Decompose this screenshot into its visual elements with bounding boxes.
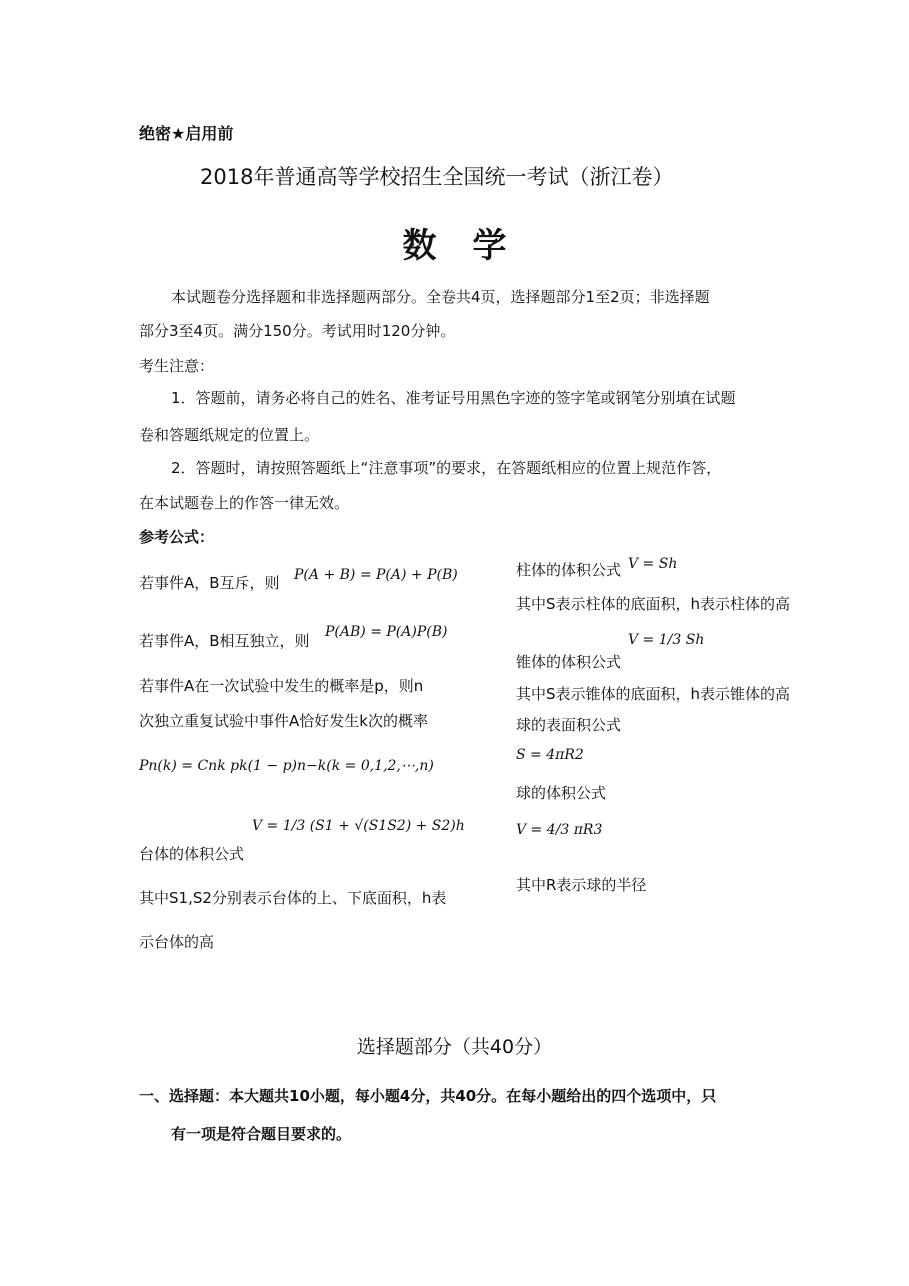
section-instructions-line-1: 一、选择题：本大题共10小题，每小题4分，共40分。在每小题给出的四个选项中，只 (139, 1087, 717, 1105)
frustum-formula: V = 1/3 (S1 + √(S1S2) + S2)h (252, 818, 465, 834)
notice-item-2-line-1: 2．答题时，请按照答题纸上“注意事项”的要求，在答题纸相应的位置上规范作答， (171, 459, 722, 477)
section-title: 选择题部分（共40分） (356, 1036, 553, 1058)
prob-line-1: 若事件A在一次试验中发生的概率是p，则n (139, 677, 424, 695)
cone-note: 其中S表示锥体的底面积，h表示锥体的高 (516, 685, 791, 703)
intro-line-1: 本试题卷分选择题和非选择题两部分。全卷共4页，选择题部分1至2页；非选择题 (171, 288, 710, 306)
binomial-formula: Pn(k) = Cnk pk(1 − p)n−k(k = 0,1,2,⋯,n) (139, 758, 434, 774)
prism-text: 柱体的体积公式 (516, 561, 622, 579)
frustum-note-2: 示台体的高 (139, 933, 215, 951)
secret-label: 绝密★启用前 (139, 124, 234, 143)
indep-text: 若事件A，B相互独立，则 (139, 632, 310, 650)
frustum-text: 台体的体积公式 (139, 845, 245, 863)
mutex-text: 若事件A，B互斥，则 (139, 574, 280, 592)
notice-item-1-line-1: 1．答题前，请务必将自己的姓名、准考证号用黑色字迹的签字笔或钢笔分别填在试题 (171, 389, 736, 407)
cone-formula: V = 1/3 Sh (628, 632, 705, 648)
sphere-note: 其中R表示球的半径 (516, 876, 647, 894)
sphere-area-formula: S = 4πR2 (516, 747, 584, 763)
indep-formula: P(AB) = P(A)P(B) (325, 624, 448, 640)
prism-formula: V = Sh (628, 556, 678, 572)
prism-note: 其中S表示柱体的底面积，h表示柱体的高 (516, 595, 791, 613)
prob-line-2: 次独立重复试验中事件A恰好发生k次的概率 (139, 712, 428, 730)
sphere-vol-formula: V = 4/3 πR3 (516, 822, 603, 838)
intro-line-2: 部分3至4页。满分150分。考试用时120分钟。 (139, 322, 456, 340)
subject-title: 数学 (402, 226, 543, 266)
section-instructions-line-2: 有一项是符合题目要求的。 (171, 1125, 352, 1143)
notice-item-2-line-2: 在本试题卷上的作答一律无效。 (139, 494, 350, 512)
sphere-vol-text: 球的体积公式 (516, 784, 607, 802)
notice-heading: 考生注意： (139, 357, 215, 375)
exam-title: 2018年普通高等学校招生全国统一考试（浙江卷） (200, 165, 674, 189)
frustum-note-1: 其中S1,S2分别表示台体的上、下底面积，h表 (139, 889, 447, 907)
cone-text: 锥体的体积公式 (516, 653, 622, 671)
mutex-formula: P(A + B) = P(A) + P(B) (294, 567, 458, 583)
formulas-heading: 参考公式： (139, 528, 215, 546)
notice-item-1-line-2: 卷和答题纸规定的位置上。 (139, 426, 320, 444)
sphere-area-text: 球的表面积公式 (516, 716, 622, 734)
